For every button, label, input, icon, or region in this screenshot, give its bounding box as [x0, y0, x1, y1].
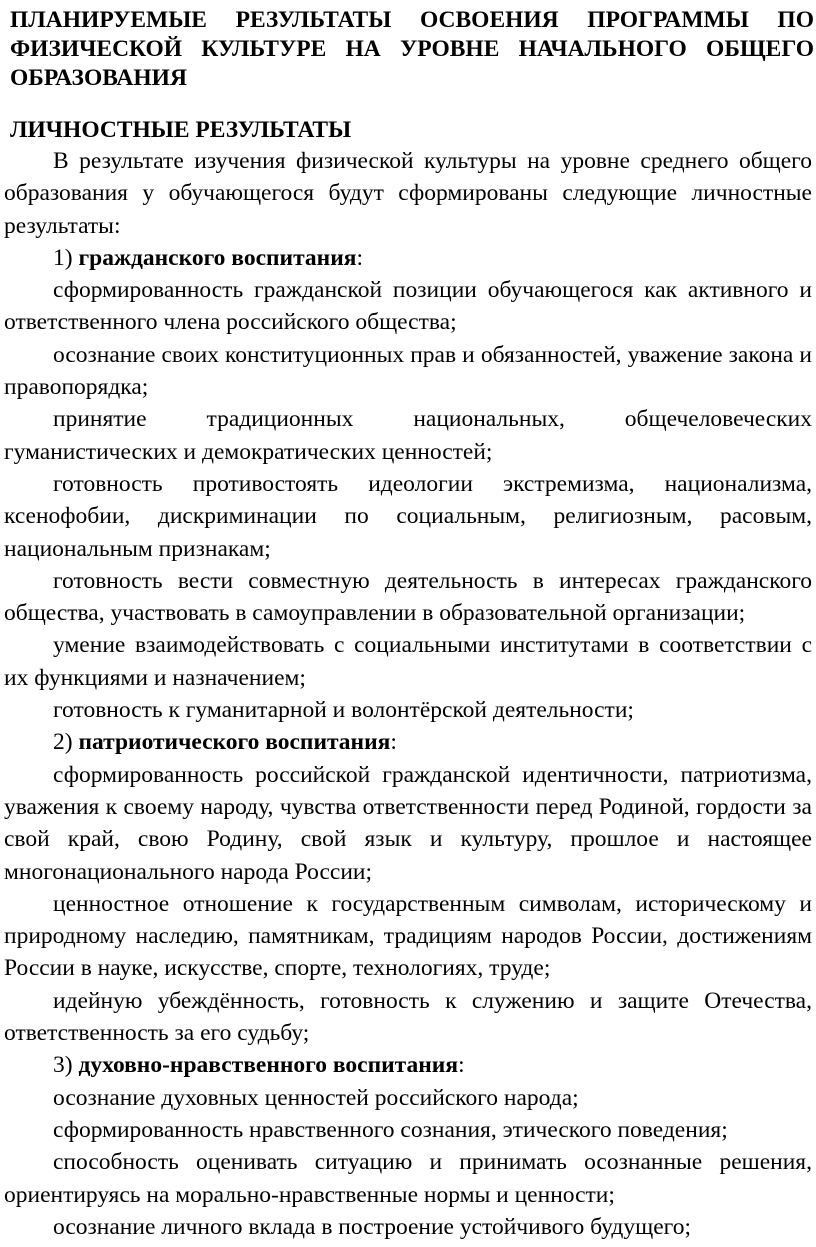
list-item: ценностное отношение к государственным символам, историческому и природному наследию, памятникам, традициям народов России, достижениям России в науке, искусстве, спорте, технологиях, труде; [4, 890, 812, 982]
list-item: способность оценивать ситуацию и принимать осознанные решения, ориентируясь на морально-нравственные нормы и ценности; [4, 1149, 812, 1208]
list-item: готовность противостоять идеологии экстремизма, национализма, ксенофобии, дискриминации по социальным, религиозным, расовым, национальным признакам; [4, 470, 812, 562]
group-number: 3) [53, 1052, 79, 1079]
list-item: сформированность нравственного сознания, этического поведения; [53, 1116, 728, 1143]
intro-paragraph: В результате изучения физической культуры на уровне среднего общего образования у обучающегося будут сформированы следующие личностные результаты: [4, 148, 812, 239]
group-colon: : [458, 1052, 465, 1079]
group-heading-patriotic [4, 726, 812, 758]
group-heading-civic [4, 242, 812, 274]
section-heading-personal-results: ЛИЧНОСТНЫЕ РЕЗУЛЬТАТЫ [10, 117, 352, 143]
list-item: осознание духовных ценностей российского народа; [53, 1084, 579, 1111]
list-item: осознание своих конституционных прав и обязанностей, уважение закона и правопорядка; [4, 341, 812, 401]
group-name: гражданского воспитания [78, 244, 357, 271]
list-item: сформированность российской гражданской идентичности, патриотизма, уважения к своему народу, чувства ответственности перед Родиной, гордости за свой край, свою Родину, свой язык и культуру, прошлое и настоящее многонационального народа России; [4, 761, 812, 885]
group-name: патриотического воспитания [78, 729, 391, 756]
list-item: осознание личного вклада в построение устойчивого будущего; [53, 1213, 691, 1240]
group-number: 2) [53, 729, 79, 756]
document-title: ПЛАНИРУЕМЫЕ РЕЗУЛЬТАТЫ ОСВОЕНИЯ ПРОГРАММЫ ПО ФИЗИЧЕСКОЙ КУЛЬТУРЕ НА УРОВНЕ НАЧАЛЬНОГО ОБЩЕГО ОБРАЗОВАНИЯ [10, 7, 814, 91]
list-item: готовность к гуманитарной и волонтёрской деятельности; [53, 697, 634, 724]
group-colon: : [356, 244, 363, 271]
list-item: принятие традиционных национальных, общечеловеческих гуманистических и демократических ценностей; [4, 406, 812, 465]
list-item: сформированность гражданской позиции обучающегося как активного и ответственного члена российского общества; [4, 277, 812, 336]
group-heading-spiritual-moral [4, 1049, 812, 1081]
group-number: 1) [53, 244, 79, 271]
group-name: духовно-нравственного воспитания [78, 1052, 459, 1079]
list-item: идейную убеждённость, готовность к служению и защите Отечества, ответственность за его судьбу; [4, 987, 812, 1047]
list-item: готовность вести совместную деятельность в интересах гражданского общества, участвовать в самоуправлении в образовательной организации; [4, 567, 812, 627]
group-colon: : [390, 729, 397, 756]
list-item: умение взаимодействовать с социальными институтами в соответствии с их функциями и назначением; [4, 632, 812, 691]
